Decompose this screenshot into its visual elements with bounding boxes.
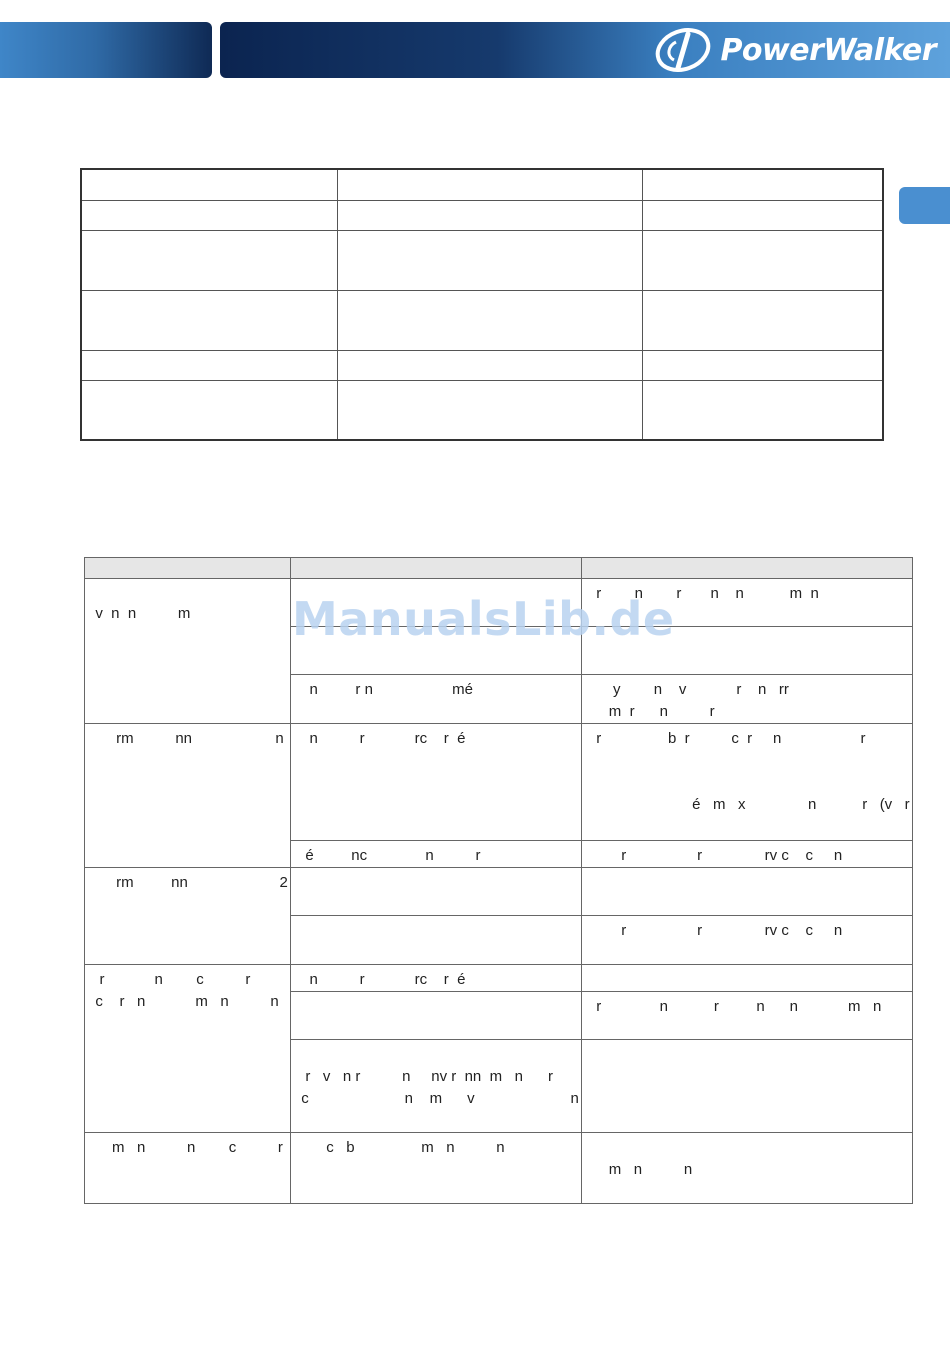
power-swirl-icon [654,28,712,72]
cause-cell [290,579,581,627]
header-cell [581,558,912,579]
header-banner [220,22,950,78]
table-cell [81,169,337,200]
solution-cell: y n v r n rr m r n r [581,675,912,724]
table-row [85,868,913,916]
problem-cell: m n n c r [85,1133,291,1204]
table-cell [642,169,883,200]
cause-cell [290,992,581,1040]
problem-text: c r n m n n [87,993,279,1010]
cause-cell [290,916,581,965]
solution-cell: r n r n n m n [581,579,912,627]
table-cell [337,200,642,230]
table-row [85,579,913,627]
table-row [81,350,883,380]
cause-cell: é nc n r [290,841,581,868]
table-row [81,290,883,350]
solution-cell: r r rv c c n [581,841,912,868]
header-banner-left [0,22,212,78]
table-cell [642,230,883,290]
table-cell [337,290,642,350]
table-row [85,724,913,841]
table-cell [642,380,883,440]
cause-cell: c b m n n [290,1133,581,1204]
problem-cell [85,965,291,1133]
solution-cell: r n r n n m n [581,992,912,1040]
table-cell [642,350,883,380]
problem-text: v n n m [87,605,191,622]
solution-cell [581,965,912,992]
table-row [81,169,883,200]
table-row [81,230,883,290]
solution-cell: r b r c r n r é m x n r (v r [581,724,912,841]
spec-table [80,168,884,441]
brand-name: PowerWalker [720,32,936,68]
table-cell [81,350,337,380]
cause-text: r v n r n nv r nn m n r c n m v n [301,1068,579,1107]
table-cell [642,290,883,350]
header-cell [85,558,291,579]
table-cell [337,350,642,380]
section-tab[interactable] [899,187,950,224]
cause-cell: n r rc r é [290,965,581,992]
solution-cell [581,868,912,916]
solution-cell: r r rv c c n [581,916,912,965]
table-row [81,380,883,440]
solution-cell: m n n [581,1133,912,1204]
problem-cell: rm nn n [85,724,291,868]
cause-cell: n r n mé [290,675,581,724]
table-cell [81,200,337,230]
table-row [81,200,883,230]
troubleshooting-table [84,557,913,1204]
problem-text: r n c r [87,971,251,988]
table-cell [81,290,337,350]
watermark: ManualsLib.de [292,592,675,646]
solution-cell [581,1040,912,1133]
table-cell [81,380,337,440]
solution-cell [581,627,912,675]
cause-cell [290,1040,581,1133]
cause-cell [290,868,581,916]
problem-cell [85,579,291,724]
table-cell [642,200,883,230]
table-cell [337,380,642,440]
table-row [85,1133,913,1204]
table-header-row [85,558,913,579]
header-cell [290,558,581,579]
table-cell [337,169,642,200]
table-row [85,965,913,992]
brand-logo [654,28,936,72]
problem-cell: rm nn 2 [85,868,291,965]
cause-cell [290,627,581,675]
cause-cell: n r rc r é [290,724,581,841]
table-cell [337,230,642,290]
table-cell [81,230,337,290]
